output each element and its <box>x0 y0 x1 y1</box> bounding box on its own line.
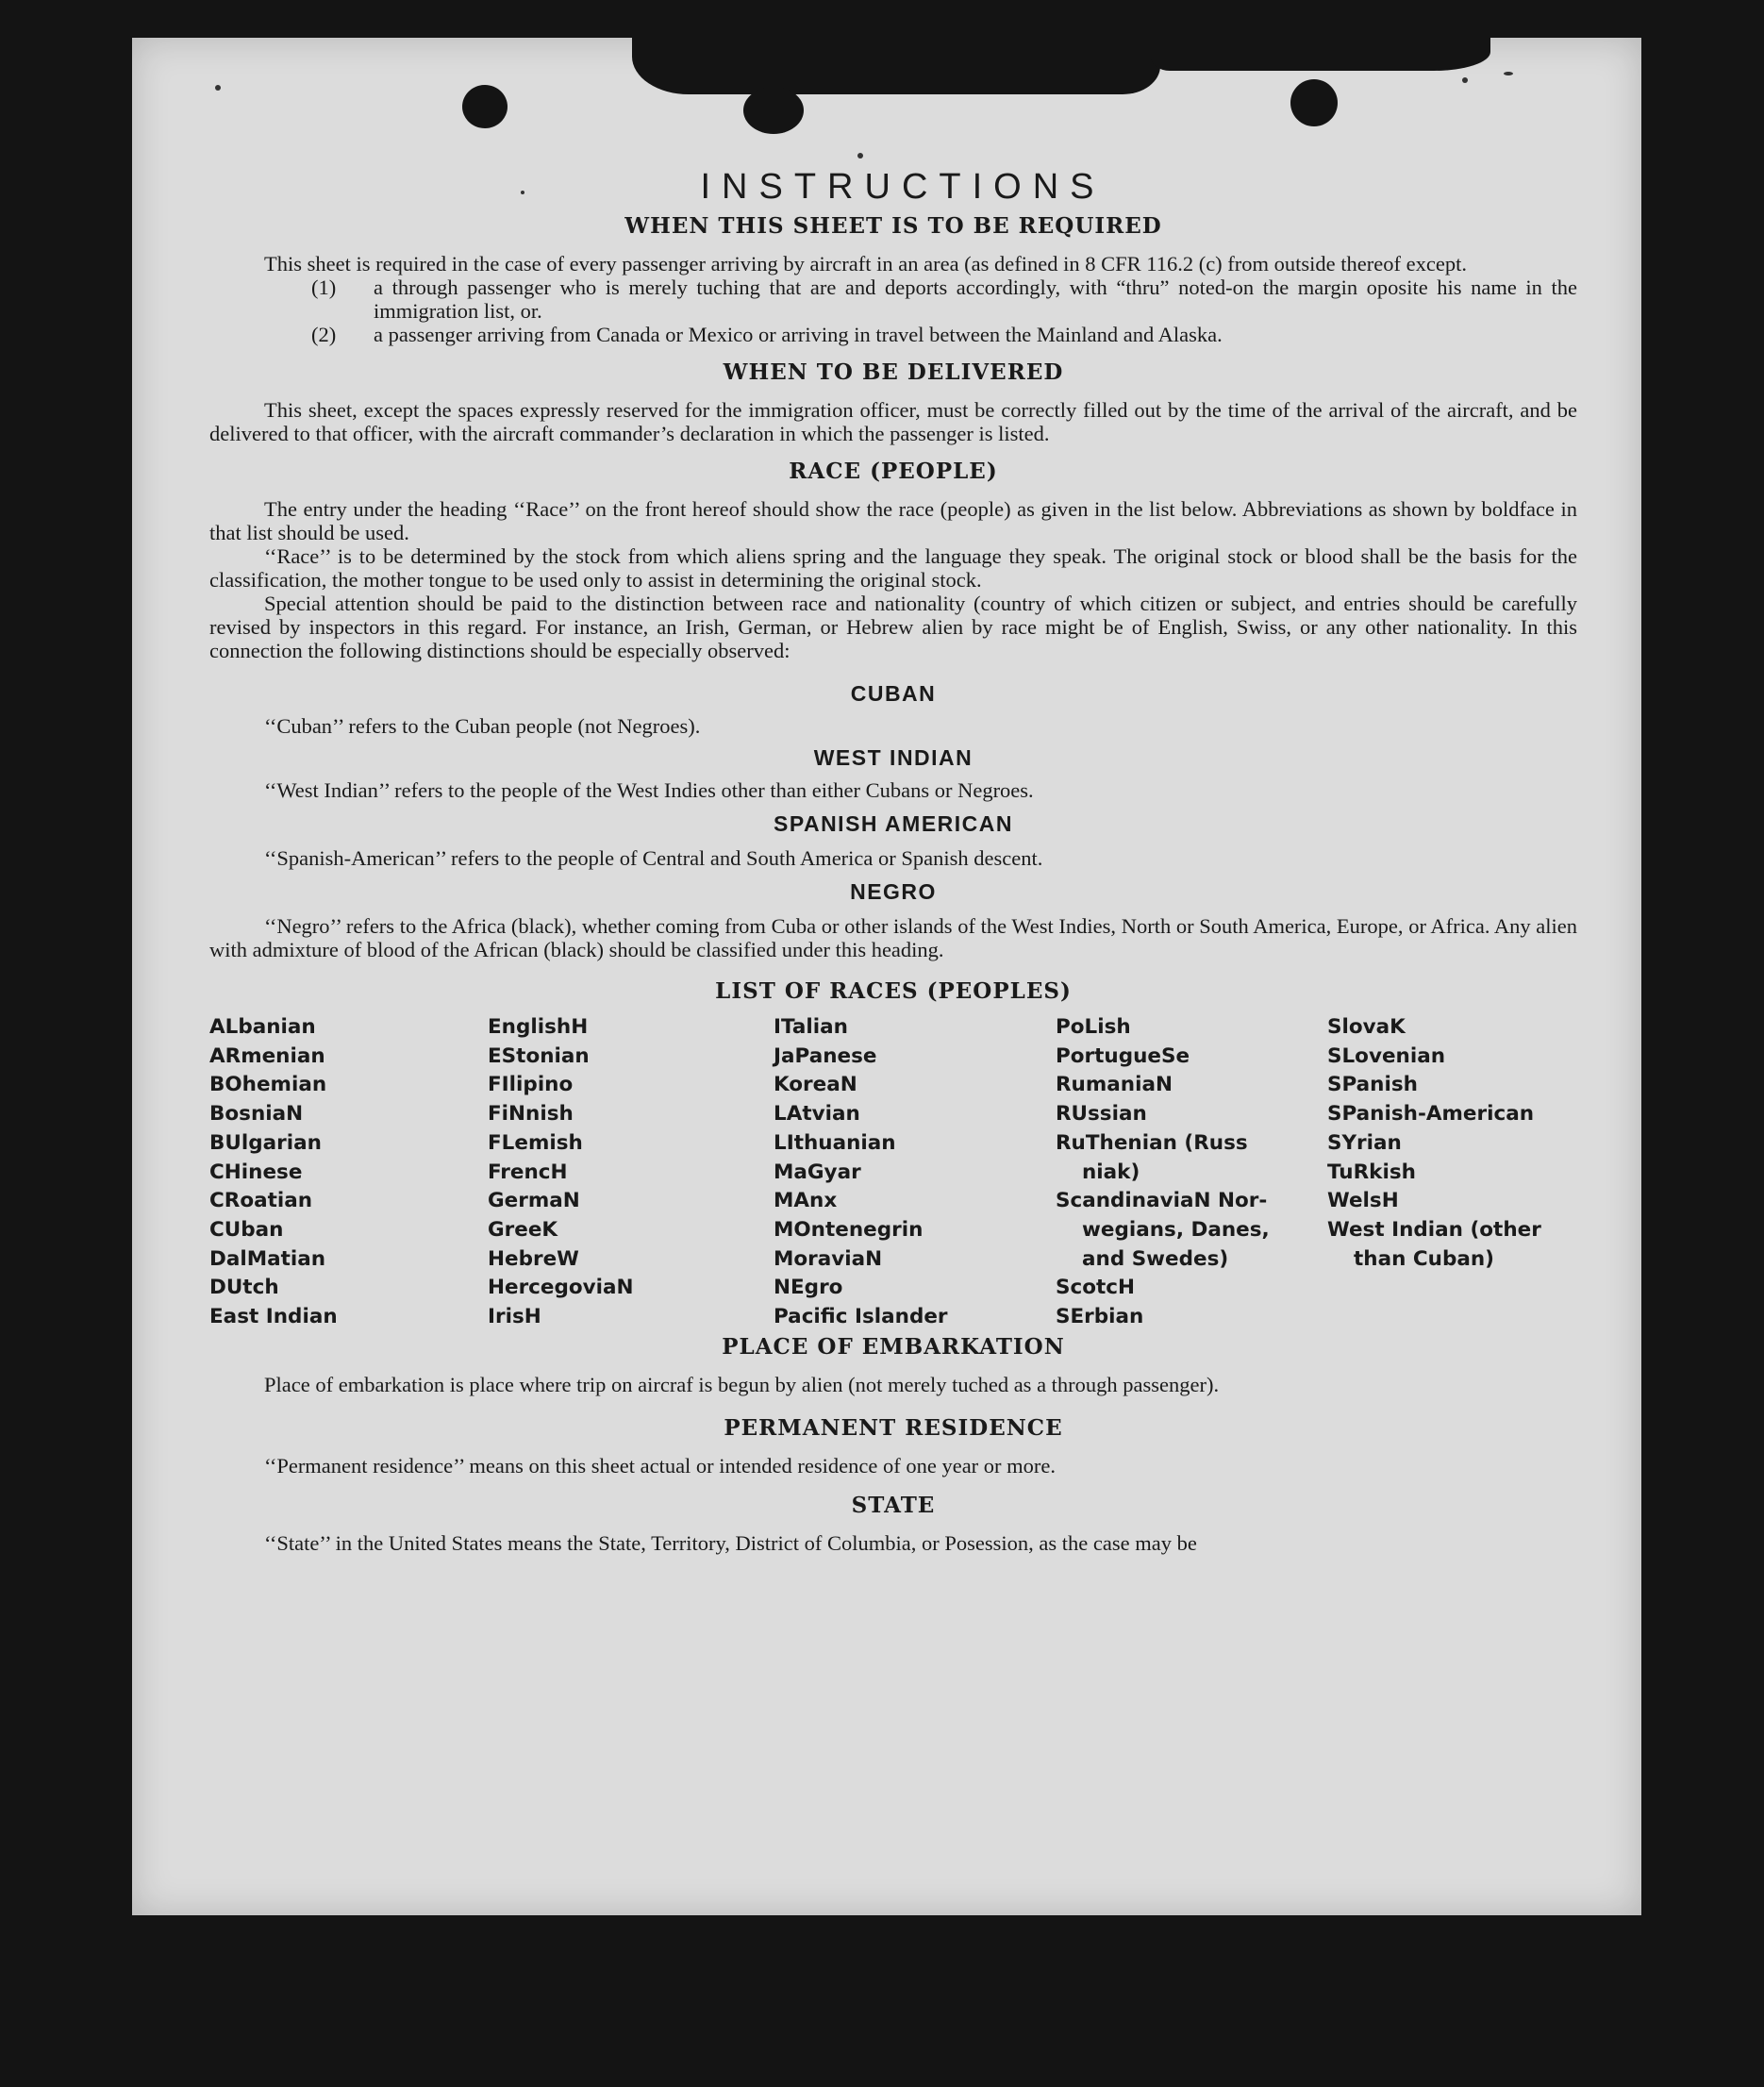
paragraph-race-2: ‘‘Race’’ is to be determined by the stock from which aliens spring and the language they speak. The original stock or blood shall be the basis for the classification, the mother tongue to be used only to assist in determining the original stock. <box>209 544 1577 592</box>
race-entry: GermaN <box>488 1189 580 1213</box>
paragraph-west-indian: ‘‘West Indian’’ refers to the people of the West Indies other than either Cubans or Negroes. <box>264 778 1034 802</box>
race-entry: PortugueSe <box>1056 1044 1190 1068</box>
item-text: a passenger arriving from Canada or Mexico or arriving in travel between the Mainland and Alaska. <box>374 323 1223 346</box>
race-entry: BosniaN <box>209 1102 304 1127</box>
document-page <box>132 38 1641 1915</box>
heading-embarkation: PLACE OF EMBARKATION <box>722 1333 1065 1360</box>
race-entry: GreeK <box>488 1217 558 1242</box>
races-column-3 <box>774 1013 1056 1332</box>
race-entry: HercegoviaN <box>488 1276 634 1300</box>
race-entry: CRoatian <box>209 1189 313 1213</box>
race-entry: DalMatian <box>209 1246 326 1271</box>
race-entry: RUssian <box>1056 1102 1147 1127</box>
race-entry: IrisH <box>488 1305 541 1329</box>
race-entry-continuation: niak) <box>1082 1160 1140 1184</box>
punch-hole <box>1290 79 1338 126</box>
race-entry: FLemish <box>488 1130 583 1155</box>
race-entry: DUtch <box>209 1276 279 1300</box>
race-entry: KoreaN <box>774 1073 857 1097</box>
races-column-5 <box>1327 1013 1577 1332</box>
race-entry: SYrian <box>1327 1130 1402 1155</box>
heading-negro: NEGRO <box>850 879 937 904</box>
heading-when-delivered: WHEN TO BE DELIVERED <box>723 359 1064 385</box>
race-entry: MoraviaN <box>774 1246 883 1271</box>
document-body <box>209 168 1577 1555</box>
race-entry: MAnx <box>774 1189 838 1213</box>
paragraph-cuban: ‘‘Cuban’’ refers to the Cuban people (not Negroes). <box>264 714 701 738</box>
race-entry: WelsH <box>1327 1189 1399 1213</box>
paragraph-embarkation: Place of embarkation is place where trip on aircraf is begun by alien (not merely tuched as a through passenger). <box>264 1372 1220 1396</box>
heading-state: STATE <box>851 1492 936 1518</box>
race-entry: FrencH <box>488 1160 568 1184</box>
punch-hole <box>743 87 804 134</box>
paragraph-negro: ‘‘Negro’’ refers to the Africa (black), whether coming from Cuba or other islands of the West Indies, North or South America, Europe, or Africa. Any alien with admixture of blood of the African (black) should be classified under this heading. <box>209 914 1577 961</box>
race-entry: FiNnish <box>488 1102 574 1127</box>
list-item-2 <box>209 323 1577 346</box>
race-entry-continuation: and Swedes) <box>1082 1246 1229 1271</box>
race-entry: EnglishH <box>488 1015 589 1039</box>
paragraph-spanish-american: ‘‘Spanish-American’’ refers to the people of Central and South America or Spanish descent. <box>264 846 1043 870</box>
heading-spanish-american: SPANISH AMERICAN <box>773 811 1013 836</box>
race-entry: LIthuanian <box>774 1130 896 1155</box>
race-entry: SErbian <box>1056 1305 1144 1329</box>
heading-when-required: WHEN THIS SHEET IS TO BE REQUIRED <box>624 213 1162 239</box>
race-entry: ScotcH <box>1056 1276 1136 1300</box>
race-entry: PoLish <box>1056 1015 1131 1039</box>
paragraph-state: ‘‘State’’ in the United States means the State, Territory, District of Columbia, or Posession, as the case may be <box>264 1530 1197 1555</box>
paragraph-when-required: This sheet is required in the case of every passenger arriving by aircraft in an area (as defined in 8 CFR 116.2 (c) from outside thereof except. <box>264 252 1467 275</box>
race-entry: RumaniaN <box>1056 1073 1173 1097</box>
race-entry: SPanish-American <box>1327 1102 1535 1127</box>
speck <box>1504 72 1513 75</box>
race-entry: EStonian <box>488 1044 590 1068</box>
race-entry-continuation: than Cuban) <box>1354 1246 1494 1271</box>
torn-edge <box>632 38 1160 94</box>
race-entry: NEgro <box>774 1276 843 1300</box>
race-entry: ScandinaviaN Nor- <box>1056 1189 1268 1213</box>
speck <box>215 85 221 91</box>
race-entry: SPanish <box>1327 1073 1418 1097</box>
race-entry: TuRkish <box>1327 1160 1416 1184</box>
paragraph-residence: ‘‘Permanent residence’’ means on this sheet actual or intended residence of one year or more. <box>264 1453 1057 1478</box>
race-entry: HebreW <box>488 1246 579 1271</box>
heading-residence: PERMANENT RESIDENCE <box>724 1414 1063 1441</box>
race-entry: ITalian <box>774 1015 848 1039</box>
race-entry: MOntenegrin <box>774 1217 924 1242</box>
race-entry: BUlgarian <box>209 1130 322 1155</box>
paragraph-race-1: The entry under the heading ‘‘Race’’ on the front hereof should show the race (people) as given in the list below. Abbreviations as shown by boldface in that list should be used. <box>209 497 1577 544</box>
race-entry: SLovenian <box>1327 1044 1446 1068</box>
heading-west-indian: WEST INDIAN <box>813 745 974 770</box>
race-entry: JaPanese <box>774 1044 877 1068</box>
item-number: (2) <box>311 323 337 346</box>
heading-race: RACE (PEOPLE) <box>789 459 998 484</box>
race-entry: Pacific Islander <box>774 1305 948 1329</box>
speck <box>857 153 863 159</box>
race-entry-continuation: wegians, Danes, <box>1082 1217 1270 1242</box>
races-column-4 <box>1056 1013 1327 1332</box>
torn-edge <box>1151 38 1490 71</box>
list-item-1 <box>209 275 1577 323</box>
race-entry: FIlipino <box>488 1073 574 1097</box>
race-entry: RuThenian (Russ <box>1056 1130 1248 1155</box>
race-entry: East Indian <box>209 1305 338 1329</box>
races-column-1 <box>209 1013 488 1332</box>
race-entry: ALbanian <box>209 1015 316 1039</box>
race-entry: CUban <box>209 1217 284 1242</box>
race-entry: West Indian (other <box>1327 1217 1541 1242</box>
heading-cuban: CUBAN <box>850 681 937 706</box>
race-entry: BOhemian <box>209 1073 327 1097</box>
item-number: (1) <box>311 275 337 299</box>
paragraph-when-delivered: This sheet, except the spaces expressly reserved for the immigration officer, must be correctly filled out by the time of the arrival of the aircraft, and be delivered to that officer, with the aircraft commander’s declaration in which the passenger is listed. <box>209 398 1577 445</box>
race-entry: CHinese <box>209 1160 303 1184</box>
races-column-2 <box>488 1013 774 1332</box>
heading-list-of-races: LIST OF RACES (PEOPLES) <box>715 978 1072 1004</box>
item-text: a through passenger who is merely tuching that are and deports accordingly, with “thru” noted-on the margin oposite his name in the immigration list, or. <box>374 275 1577 323</box>
races-list <box>209 1013 1577 1332</box>
race-entry: LAtvian <box>774 1102 860 1127</box>
race-entry: SlovaK <box>1327 1015 1406 1039</box>
speck <box>1462 77 1468 83</box>
race-entry: MaGyar <box>774 1160 861 1184</box>
punch-hole <box>462 85 508 128</box>
race-entry: ARmenian <box>209 1044 325 1068</box>
document-title: INSTRUCTIONS <box>700 167 1106 207</box>
paragraph-race-3: Special attention should be paid to the distinction between race and nationality (country of which citizen or subject, and entries should be carefully revised by inspectors in this regard. For instance, an Irish, German, or Hebrew alien by race might be of English, Swiss, or any other nationality. In this connection the following distinctions should be especially observed: <box>209 592 1577 662</box>
